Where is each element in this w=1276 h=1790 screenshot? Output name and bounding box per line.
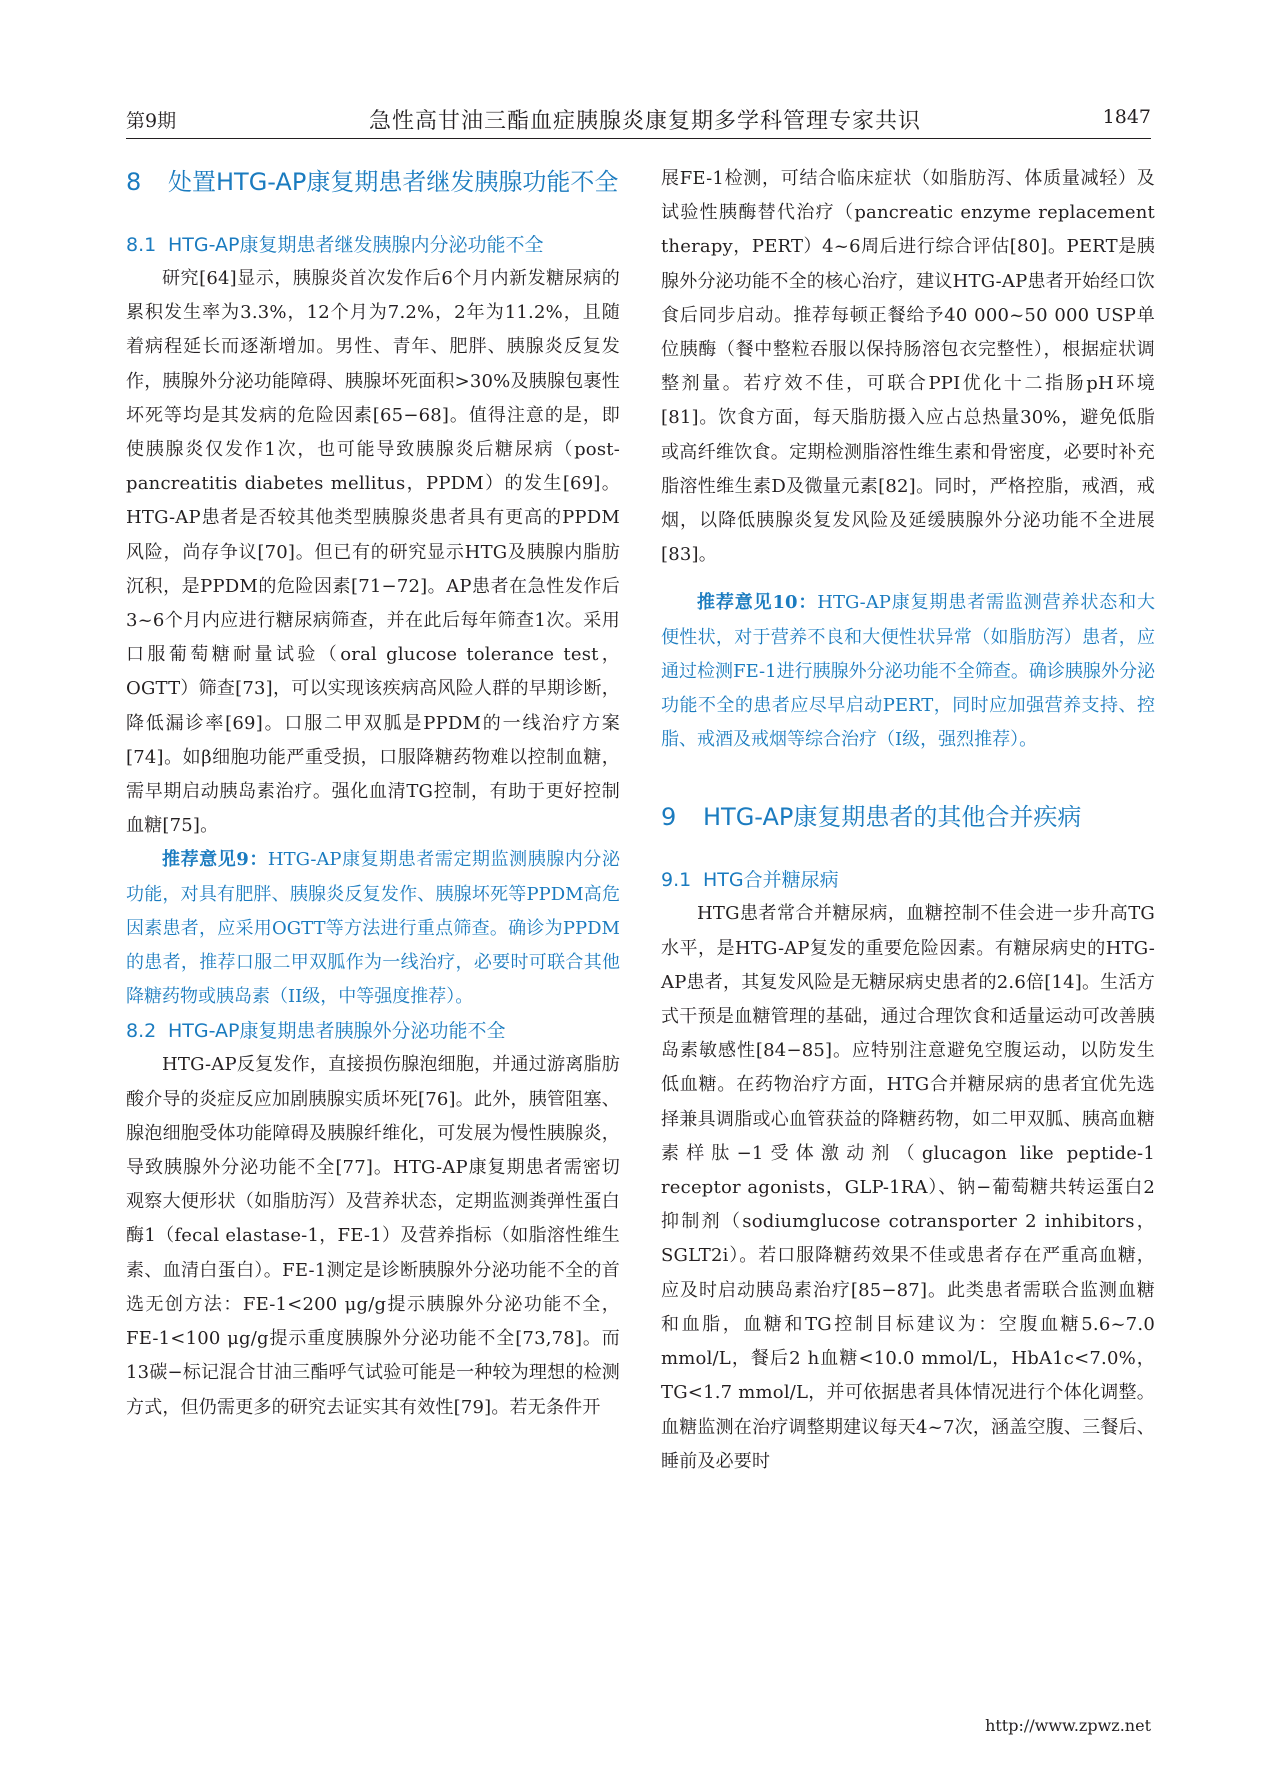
- subsection-title: HTG-AP康复期患者胰腺外分泌功能不全: [168, 1020, 506, 1043]
- header-rule: [126, 138, 1151, 139]
- recommendation-text: HTG-AP康复期患者需监测营养状态和大便性状，对于营养不良和大便性状异常（如脂肪泻）患者，应通过检测FE-1进行胰腺外分泌功能不全筛查。确诊胰腺外分泌功能不全的患者应尽早启动PERT，同时应加强营养支持、控脂、戒酒及戒烟等综合治疗（I级，强烈推荐）。: [661, 592, 1155, 751]
- recommendation-10: [661, 586, 1155, 757]
- section-9-1-heading: [661, 863, 1155, 897]
- page-number: 1847: [1102, 106, 1151, 128]
- paragraph-9-1: HTG患者常合并糖尿病，血糖控制不佳会进一步升高TG水平，是HTG-AP复发的重要危险因素。有糖尿病史的HTG-AP患者，其复发风险是无糖尿病史患者的2.6倍[14]。生活方式干预是血糖管理的基础，通过合理饮食和适量运动可改善胰岛素敏感性[84−85]。应特别注意避免空腹运动，以防发生低血糖。在药物治疗方面，HTG合并糖尿病的患者宜优先选择兼具调脂或心血管获益的降糖药物，如二甲双胍、胰高血糖素样肽−1受体激动剂（glucagon like peptide-1 receptor agonists，GLP-1RA）、钠−葡萄糖共转运蛋白2抑制剂（sodiumglucose cotransporter 2 inhibitors，SGLT2i）。若口服降糖药效果不佳或患者存在严重高血糖，应及时启动胰岛素治疗[85−87]。此类患者需联合监测血糖和血脂，血糖和TG控制目标建议为：空腹血糖5.6~7.0 mmol/L，餐后2 h血糖<10.0 mmol/L，HbA1c<7.0%，TG<1.7 mmol/L，并可依据患者具体情况进行个体化调整。血糖监测在治疗调整期建议每天4~7次，涵盖空腹、三餐后、睡前及必要时: [661, 903, 1155, 1472]
- recommendation-text: HTG-AP康复期患者需定期监测胰腺内分泌功能，对具有肥胖、胰腺炎反复发作、胰腺坏死等PPDM高危因素患者，应采用OGTT等方法进行重点筛查。确诊为PPDM的患者，推荐口服二甲双胍作为一线治疗，必要时可联合其他降糖药物或胰岛素（II级，中等强度推荐）。: [126, 849, 620, 1008]
- left-column: [126, 162, 620, 1425]
- subsection-title: HTG合并糖尿病: [703, 869, 839, 892]
- subsection-number: 8.2: [126, 1020, 157, 1043]
- section-8-2-heading: [126, 1014, 620, 1048]
- section-number: 8: [126, 168, 142, 196]
- right-column: [661, 162, 1155, 1479]
- section-9-heading: [661, 797, 1155, 837]
- recommendation-9: [126, 843, 620, 1014]
- section-8-heading: [126, 162, 620, 202]
- paragraph-8-2-continued: 展FE-1检测，可结合临床症状（如脂肪泻、体质量减轻）及试验性胰酶替代治疗（pancreatic enzyme replacement therapy，PERT）4~6周后进行综合评估[80]。PERT是胰腺外分泌功能不全的核心治疗，建议HTG-AP患者开始经口饮食后同步启动。推荐每顿正餐给予40 000~50 000 USP单位胰酶（餐中整粒吞服以保持肠溶包衣完整性），根据症状调整剂量。若疗效不佳，可联合PPI优化十二指肠pH环境[81]。饮食方面，每天脂肪摄入应占总热量30%，避免低脂或高纤维饮食。定期检测脂溶性维生素和骨密度，必要时补充脂溶性维生素D及微量元素[82]。同时，严格控脂，戒酒，戒烟，以降低胰腺炎复发风险及延缓胰腺外分泌功能不全进展[83]。: [661, 168, 1155, 566]
- section-8-1-heading: [126, 228, 620, 262]
- paragraph-8-2: HTG-AP反复发作，直接损伤腺泡细胞，并通过游离脂肪酸介导的炎症反应加剧胰腺实质坏死[76]。此外，胰管阻塞、腺泡细胞受体功能障碍及胰腺纤维化，可发展为慢性胰腺炎，导致胰腺外分泌功能不全[77]。HTG-AP康复期患者需密切观察大便形状（如脂肪泻）及营养状态，定期监测粪弹性蛋白酶1（fecal elastase-1，FE-1）及营养指标（如脂溶性维生素、血清白蛋白）。FE-1测定是诊断胰腺外分泌功能不全的首选无创方法：FE-1<200 μg/g提示胰腺外分泌功能不全，FE-1<100 μg/g提示重度胰腺外分泌功能不全[73,78]。而13碳−标记混合甘油三酯呼气试验可能是一种较为理想的检测方式，但仍需更多的研究去证实其有效性[79]。若无条件开: [126, 1054, 620, 1418]
- running-title: 急性高甘油三酯血症胰腺炎康复期多学科管理专家共识: [368, 109, 921, 134]
- recommendation-label: 推荐意见10：: [697, 592, 818, 614]
- paragraph-8-1: 研究[64]显示，胰腺炎首次发作后6个月内新发糖尿病的累积发生率为3.3%，12个月为7.2%，2年为11.2%，且随着病程延长而逐渐增加。男性、青年、肥胖、胰腺炎反复发作，胰腺外分泌功能障碍、胰腺坏死面积>30%及胰腺包裹性坏死等均是其发病的危险因素[65−68]。值得注意的是，即使胰腺炎仅发作1次，也可能导致胰腺炎后糖尿病（post-pancreatitis diabetes mellitus，PPDM）的发生[69]。HTG-AP患者是否较其他类型胰腺炎患者具有更高的PPDM风险，尚存争议[70]。但已有的研究显示HTG及胰腺内脂肪沉积，是PPDM的危险因素[71−72]。AP患者在急性发作后3~6个月内应进行糖尿病筛查，并在此后每年筛查1次。采用口服葡萄糖耐量试验（oral glucose tolerance test，OGTT）筛查[73]，可以实现该疾病高风险人群的早期诊断，降低漏诊率[69]。口服二甲双胍是PPDM的一线治疗方案[74]。如β细胞功能严重受损，口服降糖药物难以控制血糖，需早期启动胰岛素治疗。强化血清TG控制，有助于更好控制血糖[75]。: [126, 268, 620, 837]
- subsection-number: 9.1: [661, 869, 692, 892]
- recommendation-label: 推荐意见9：: [162, 849, 268, 871]
- footer-url: http://www.zpwz.net: [985, 1716, 1151, 1735]
- issue-label: 第9期: [126, 110, 177, 132]
- section-title: HTG-AP康复期患者的其他合并疾病: [703, 803, 1082, 832]
- subsection-number: 8.1: [126, 234, 157, 256]
- section-title: 处置HTG-AP康复期患者继发胰腺功能不全: [168, 168, 619, 196]
- subsection-title: HTG-AP康复期患者继发胰腺内分泌功能不全: [168, 234, 544, 256]
- section-number: 9: [661, 803, 677, 832]
